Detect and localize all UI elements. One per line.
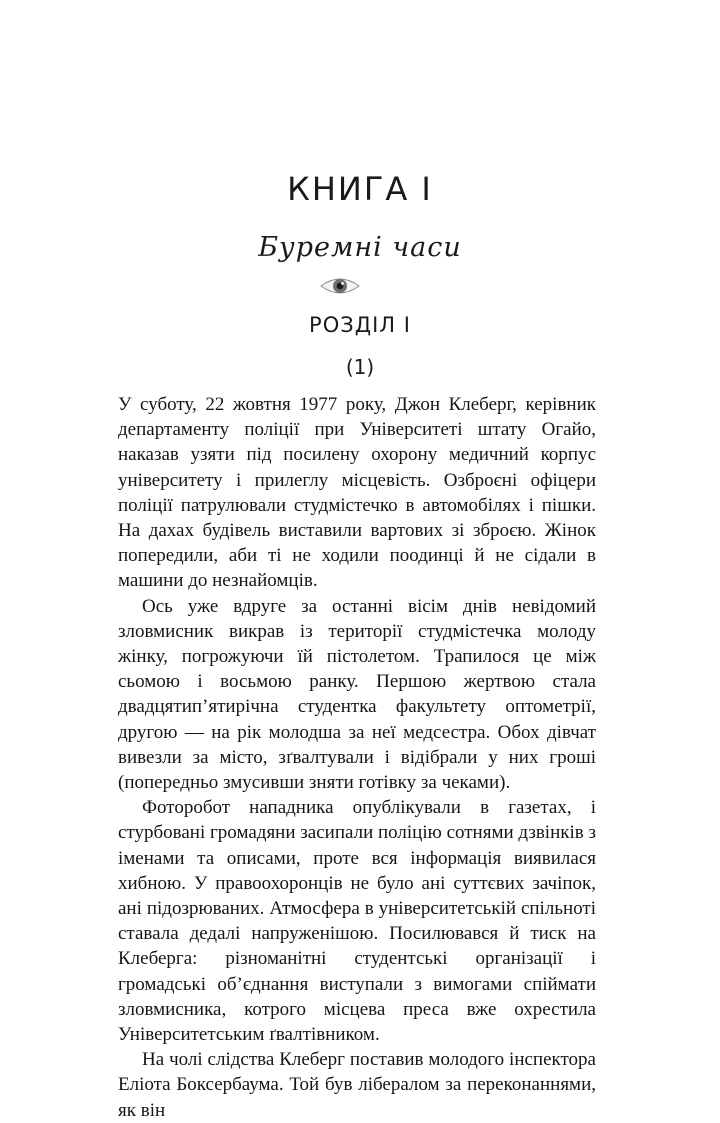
- section-number: (1): [345, 355, 375, 379]
- eye-icon-graphic: [319, 274, 361, 298]
- eye-icon: [319, 274, 361, 298]
- book-title: КНИГА І: [287, 170, 433, 208]
- book-subtitle: Буремні часи: [258, 232, 462, 263]
- paragraph: Ось уже вдруге за останні вісім днів невідомий зловмисник викрав із території студмістечка молоду жінку, погрожуючи їй пістолетом. Трапилося це між сьомою і восьмою ранку. Першою жертвою стала двадцятип’ятирічна студентка факультету оптометрії, другою — на рік молодша за неї медсестра. Обох дівчат вивезли за місто, зґвалтували і відібрали у них гроші (попередньо змусивши зняти готівку за чеками).: [118, 595, 596, 794]
- body-text: [118, 392, 596, 1123]
- paragraph: На чолі слідства Клеберг поставив молодого інспектора Еліота Боксербаума. Той був лібералом за переконаннями, як він: [118, 1049, 596, 1121]
- paragraph: У суботу, 22 жовтня 1977 року, Джон Клеберг, керівник департаменту поліції при Університеті штату Огайо, наказав узяти під посилену охорону медичний корпус університету і прилеглу місцевість. Озброєні офіцери поліції патрулювали студмістечко в автомобілях і пішки. На дахах будівель виставили вартових зі зброєю. Жінок попередили, аби ті не ходили поодинці й не сідали в машини до незнайомців.: [118, 394, 596, 592]
- chapter-title: РОЗДІЛ І: [309, 313, 411, 337]
- paragraph: Фоторобот нападника опублікували в газетах, і стурбовані громадяни засипали поліцію сотнями дзвінків з іменами та описами, проте вся інформація виявилася хибною. У правоохоронців не було ані суттєвих зачіпок, ані підозрюваних. Атмосфера в університетській спільноті ставала дедалі напруженішою. Посилювався й тиск на Клеберга: різноманітні студентські організації і громадські об’єднання виступали з вимогами спіймати зловмисника, котрого місцева преса вже охрестила Університетським ґвалтівником.: [118, 797, 596, 1046]
